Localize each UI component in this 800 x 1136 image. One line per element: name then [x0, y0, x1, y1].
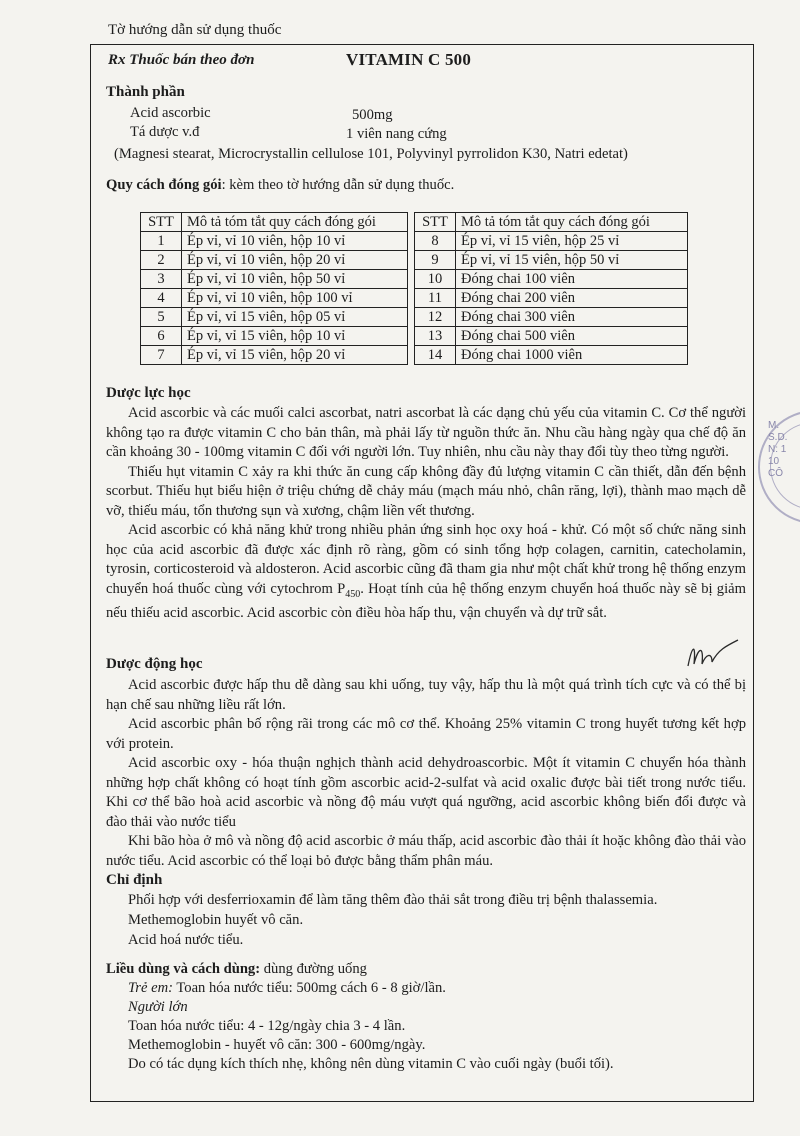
- stt-cell: 2: [141, 251, 182, 270]
- pharmacodynamics-heading: Dược lực học: [106, 385, 191, 401]
- pharmacodynamics-p3-b: . Hoạt tính của hệ thống enzym chuyển hoá thuốc này sẽ bị giảm nếu thiếu acid ascorbic. Acid ascorbic còn điều hòa hấp thu, vận chuyển và dự trữ sắt.: [106, 580, 746, 621]
- stt-header: STT: [141, 213, 182, 232]
- table-row: [415, 346, 688, 365]
- stt-header: STT: [415, 213, 456, 232]
- signature-mark: [682, 636, 742, 676]
- description-cell: Ép vỉ, vỉ 15 viên, hộp 20 vỉ: [182, 346, 408, 365]
- packaging-table-left: [140, 212, 408, 365]
- pharmacodynamics-p2: Thiếu hụt vitamin C xảy ra khi thức ăn cung cấp không đầy đủ lượng vitamin C cần thiết, dẫn đến bệnh scorbut. Thiếu hụt biểu hiện ở triệu chứng dễ chảy máu (mạch máu nhỏ, chân răng, lợi), thành mao mạch dễ vỡ, thiếu máu, tổn thương sụn và xương, chậm liền vết thương.: [106, 463, 746, 519]
- stt-cell: 1: [141, 232, 182, 251]
- dosage-heading-rest: dùng đường uống: [260, 961, 367, 977]
- table-row: [415, 232, 688, 251]
- packaging-line: [106, 176, 454, 196]
- description-header: Mô tả tóm tắt quy cách đóng gói: [456, 213, 688, 232]
- adult-dose-line: Toan hóa nước tiểu: 4 - 12g/ngày chia 3 - 4 lần.: [128, 1018, 406, 1034]
- table-row: [141, 308, 408, 327]
- pharmacodynamics-body: [106, 404, 746, 623]
- description-cell: Đóng chai 100 viên: [456, 270, 688, 289]
- stt-cell: 7: [141, 346, 182, 365]
- stt-cell: 13: [415, 327, 456, 346]
- adult-dose-line: Methemoglobin - huyết vô căn: 300 - 600mg/ngày.: [128, 1037, 426, 1053]
- pharmacokinetics-p4: Khi bão hòa ở mô và nồng độ acid ascorbic ở máu thấp, acid ascorbic đào thải ít hoặc không đào thải vào nước tiểu. Acid ascorbic có thể loại bỏ được bằng thẩm phân máu.: [106, 833, 746, 869]
- active-ingredient-amount: 500mg: [352, 107, 393, 123]
- table-row: [141, 251, 408, 270]
- pharmacokinetics-p1: Acid ascorbic được hấp thu dễ dàng sau khi uống, tuy vậy, hấp thu là một quá trình tích cực và có thể bị hạn chế sau những liều rất lớn.: [106, 677, 746, 713]
- pharmacokinetics-p2: Acid ascorbic phân bố rộng rãi trong các mô cơ thể. Khoảng 25% vitamin C trong huyết tương kết hợp với protein.: [106, 716, 746, 752]
- pharmacokinetics-heading: Dược động học: [106, 656, 203, 672]
- description-header: Mô tả tóm tắt quy cách đóng gói: [182, 213, 408, 232]
- description-cell: Đóng chai 300 viên: [456, 308, 688, 327]
- stt-cell: 5: [141, 308, 182, 327]
- packaging-heading-rest: : kèm theo tờ hướng dẫn sử dụng thuốc.: [221, 177, 455, 193]
- packaging-heading: Quy cách đóng gói: [106, 177, 222, 193]
- child-label: Trẻ em:: [128, 980, 173, 996]
- stt-cell: 14: [415, 346, 456, 365]
- adult-dose-line: Do có tác dụng kích thích nhẹ, không nên dùng vitamin C vào cuối ngày (buổi tối).: [128, 1056, 614, 1072]
- stt-cell: 8: [415, 232, 456, 251]
- active-ingredient-name: Acid ascorbic: [130, 105, 211, 121]
- stt-cell: 4: [141, 289, 182, 308]
- description-cell: Đóng chai 500 viên: [456, 327, 688, 346]
- adult-label: Người lớn: [128, 999, 188, 1015]
- leaflet-title: Tờ hướng dẫn sử dụng thuốc: [108, 22, 282, 38]
- composition-heading: Thành phần: [106, 84, 185, 100]
- table-row: [415, 308, 688, 327]
- table-row: [141, 270, 408, 289]
- pharmacokinetics-p3: Acid ascorbic oxy - hóa thuận nghịch thành acid dehydroascorbic. Một ít vitamin C chuyển hóa thành những hợp chất không có hoạt tính gồm ascorbic acid-2-sulfat và acid oxalic được bài tiết trong nước tiểu. Khi cơ thể bão hoà acid ascorbic và nồng độ máu vượt quá ngưỡng, acid ascorbic không biến đổi được và đào thải vào nước tiểu: [106, 755, 746, 830]
- stt-cell: 10: [415, 270, 456, 289]
- stt-cell: 11: [415, 289, 456, 308]
- child-text: Toan hóa nước tiểu: 500mg cách 6 - 8 giờ/lần.: [173, 980, 446, 996]
- stamp-text: M.S.D.N: 110 CÔ: [768, 420, 788, 479]
- table-row: [415, 251, 688, 270]
- description-cell: Đóng chai 1000 viên: [456, 346, 688, 365]
- excipient-name: Tá dược v.đ: [130, 124, 200, 140]
- dosage-heading: Liều dùng và cách dùng:: [106, 961, 261, 977]
- dosage-child: [128, 979, 446, 999]
- packaging-table-right: [414, 212, 688, 365]
- description-cell: Ép vỉ, vỉ 15 viên, hộp 05 vỉ: [182, 308, 408, 327]
- table-row: [141, 346, 408, 365]
- pharmacokinetics-body: [106, 676, 746, 871]
- stt-cell: 6: [141, 327, 182, 346]
- table-row: [141, 232, 408, 251]
- description-cell: Ép vỉ, vỉ 10 viên, hộp 10 vỉ: [182, 232, 408, 251]
- description-cell: Ép vỉ, vỉ 15 viên, hộp 25 vỉ: [456, 232, 688, 251]
- dosage-line: [106, 960, 367, 980]
- pharmacodynamics-p1: Acid ascorbic và các muối calci ascorbat, natri ascorbat là các dạng chủ yếu của vitamin C. Cơ thể người không tạo ra được vitamin C cho bản thân, mà phải lấy từ nguồn thức ăn. Nhu cầu hàng ngày qua chế độ ăn cần khoảng 30 - 100mg vitamin C đối với người lớn. Tuy nhiên, nhu cầu này thay đổi tùy theo từng người.: [106, 405, 746, 460]
- description-cell: Ép vỉ, vỉ 15 viên, hộp 50 vỉ: [456, 251, 688, 270]
- rx-label: Rx Thuốc bán theo đơn: [108, 52, 255, 68]
- pharmacodynamics-p3: [106, 521, 746, 623]
- indication-item: Methemoglobin huyết vô căn.: [128, 912, 304, 928]
- excipient-list: (Magnesi stearat, Microcrystallin cellulose 101, Polyvinyl pyrrolidon K30, Natri edetat): [114, 146, 628, 162]
- table-row: [141, 327, 408, 346]
- product-title: VITAMIN C 500: [346, 50, 472, 69]
- table-row: [415, 289, 688, 308]
- indication-item: Phối hợp với desferrioxamin để làm tăng thêm đào thải sắt trong điều trị bệnh thalassemia.: [128, 892, 658, 908]
- table-row: [141, 289, 408, 308]
- description-cell: Đóng chai 200 viên: [456, 289, 688, 308]
- indications-heading: Chỉ định: [106, 872, 163, 888]
- description-cell: Ép vỉ, vỉ 10 viên, hộp 20 vỉ: [182, 251, 408, 270]
- excipient-amount: 1 viên nang cứng: [346, 126, 447, 142]
- stt-cell: 12: [415, 308, 456, 327]
- table-row: [415, 270, 688, 289]
- stt-cell: 9: [415, 251, 456, 270]
- table-row: [415, 327, 688, 346]
- indication-item: Acid hoá nước tiểu.: [128, 932, 244, 948]
- description-cell: Ép vỉ, vỉ 15 viên, hộp 10 vỉ: [182, 327, 408, 346]
- description-cell: Ép vỉ, vỉ 10 viên, hộp 100 vỉ: [182, 289, 408, 308]
- cytochrome-subscript: 450: [345, 588, 361, 600]
- description-cell: Ép vỉ, vỉ 10 viên, hộp 50 vỉ: [182, 270, 408, 289]
- stt-cell: 3: [141, 270, 182, 289]
- pharmacodynamics-p3-a: Acid ascorbic có khả năng khử trong nhiều phản ứng sinh học oxy hoá - khử. Có một số chức năng sinh học của acid ascorbic đã được xác định rõ ràng, gồm có sinh tổng hợp colagen, carnitin, catecholamin, tyrosin, corticosteroid và aldosteron. Acid ascorbic cũng đã tham gia như một chất khử trong hệ thống enzym chuyển hoá thuốc cùng với cytochrom P: [106, 522, 746, 597]
